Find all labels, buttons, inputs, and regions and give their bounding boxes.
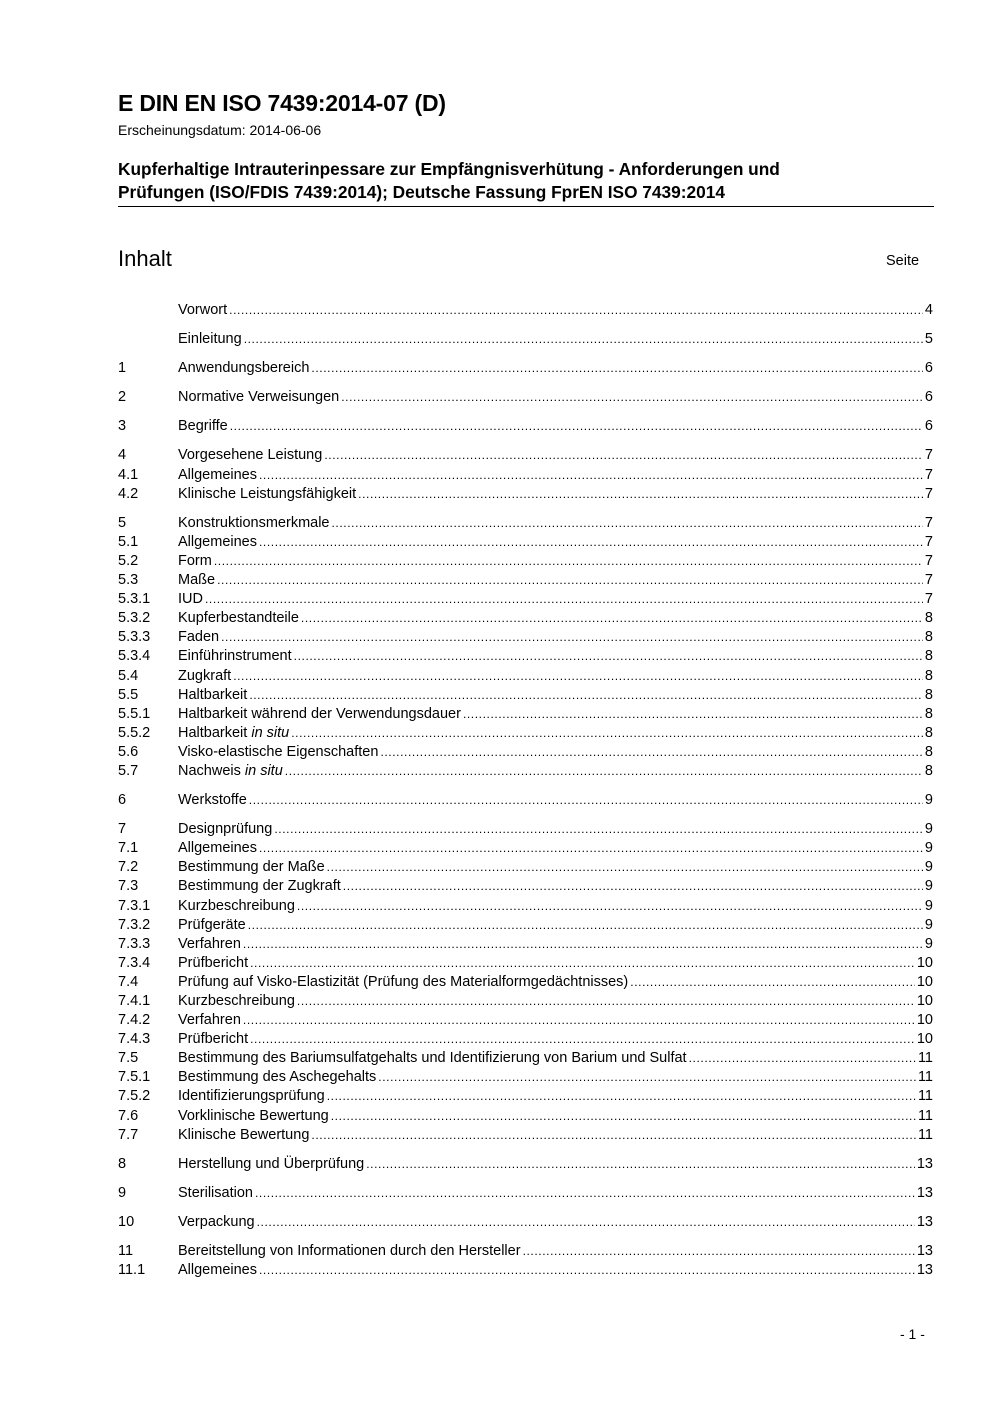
toc-heading: Inhalt: [118, 246, 172, 271]
toc-entry-number: 4.1: [118, 466, 139, 483]
toc-entry-title-text: Vorklinische Bewertung: [178, 1107, 329, 1124]
toc-dot-leader: [366, 1155, 915, 1174]
toc-entry-title-text: Allgemeines: [178, 840, 257, 857]
toc-group: [118, 301, 933, 320]
toc-entry-title: [178, 609, 299, 628]
toc-entry-number: 9: [118, 1184, 127, 1201]
toc-dot-leader: [311, 1126, 916, 1145]
toc-entry-page: 7: [924, 533, 933, 550]
toc-entry[interactable]: [118, 647, 933, 666]
toc-entry[interactable]: [118, 330, 933, 349]
toc-entry-title-text: Zugkraft: [178, 667, 232, 684]
toc-entry-title-text: Werkstoffe: [178, 792, 247, 809]
toc-dot-leader: [259, 1261, 915, 1280]
toc-entry-title: [178, 916, 246, 935]
toc-entry-title-text: Kupferbestandteile: [178, 610, 299, 627]
toc-entry[interactable]: [118, 552, 933, 571]
toc-entry[interactable]: [118, 858, 933, 877]
toc-dot-leader: [380, 743, 922, 762]
toc-entry-page: 13: [916, 1213, 933, 1230]
toc-entry-title-text: Klinische Bewertung: [178, 1126, 310, 1143]
toc-entry-title: [178, 359, 309, 378]
toc-entry-number: 7.4: [118, 973, 139, 990]
toc-entry-number: 5.5.2: [118, 724, 151, 741]
toc-entry-number: 2: [118, 389, 127, 406]
toc-entry[interactable]: [118, 667, 933, 686]
toc-group: [118, 1184, 933, 1203]
toc-entry-title-text: Einführinstrument: [178, 648, 292, 665]
toc-entry-title: [178, 647, 292, 666]
toc-entry-number: 11.1: [118, 1262, 146, 1279]
toc-entry-page: 7: [924, 466, 933, 483]
toc-dot-leader: [297, 897, 923, 916]
toc-entry[interactable]: [118, 724, 933, 743]
toc-entry[interactable]: [118, 590, 933, 609]
toc-dot-leader: [463, 705, 923, 724]
toc-group: [118, 330, 933, 349]
toc-entry-page: 10: [916, 973, 933, 990]
toc-entry-number: 5.3.1: [118, 591, 151, 608]
toc-entry-page: 7: [924, 572, 933, 589]
toc-entry-page: 7: [924, 447, 933, 464]
toc-group: [118, 359, 933, 378]
toc-entry-title-text: Visko-elastische Eigenschaften: [178, 743, 379, 760]
toc-entry[interactable]: [118, 705, 933, 724]
toc-dot-leader: [358, 485, 923, 504]
toc-entry-title-text: Prüfbericht: [178, 954, 249, 971]
toc-entry-page: 11: [917, 1088, 933, 1105]
toc-entry[interactable]: [118, 485, 933, 504]
toc-dot-leader: [274, 820, 923, 839]
toc-entry-title-text: Haltbarkeit: [178, 724, 252, 741]
toc-entry-page: 8: [924, 610, 933, 627]
toc-entry[interactable]: [118, 897, 933, 916]
toc-dot-leader: [257, 1213, 915, 1232]
toc-entry[interactable]: [118, 571, 933, 590]
toc-entry-title-text: Designprüfung: [178, 821, 273, 838]
toc-entry[interactable]: [118, 1213, 933, 1232]
toc-dot-leader: [259, 839, 923, 858]
toc-dot-leader: [233, 667, 923, 686]
toc-entry[interactable]: [118, 1184, 933, 1203]
toc-entry-title-text: Klinische Leistungsfähigkeit: [178, 485, 357, 502]
toc-dot-leader: [243, 1011, 915, 1030]
toc-entry-title: [178, 935, 241, 954]
toc-entry-page: 9: [924, 935, 933, 952]
toc-entry-title-text: Maße: [178, 572, 216, 589]
toc-entry-title: [178, 590, 203, 609]
toc-dot-leader: [249, 686, 923, 705]
toc-group: [118, 388, 933, 407]
toc-entry-title-text: Bereitstellung von Informationen durch den Hersteller: [178, 1243, 521, 1260]
toc-entry-page: 9: [924, 878, 933, 895]
toc-entry-title-text: Faden: [178, 629, 220, 646]
toc-entry-page: 8: [924, 648, 933, 665]
toc-entry-number: 5.2: [118, 552, 139, 569]
toc-dot-leader: [249, 791, 923, 810]
toc-dot-leader: [343, 877, 923, 896]
toc-entry-title: [178, 514, 330, 533]
toc-entry[interactable]: [118, 1107, 933, 1126]
toc-entry-page: 7: [924, 514, 933, 531]
toc-entry-title-italic: in situ: [251, 724, 290, 741]
toc-entry-title: [178, 877, 341, 896]
toc-entry[interactable]: [118, 686, 933, 705]
toc-entry-title: [178, 417, 228, 436]
toc-entry-number: 4.2: [118, 485, 139, 502]
toc-entry-title-text: Haltbarkeit während der Verwendungsdauer: [178, 705, 461, 722]
toc-entry-title-text: Bestimmung der Maße: [178, 859, 325, 876]
toc-entry-page: 4: [924, 302, 933, 318]
toc-entry-page: 13: [916, 1184, 933, 1201]
toc-dot-leader: [250, 954, 915, 973]
toc-entry-page: 10: [916, 993, 933, 1009]
toc-entry-title-text: IUD: [178, 591, 203, 608]
toc-entry-title: [178, 1068, 376, 1087]
toc-entry[interactable]: [118, 514, 933, 533]
toc-entry-title: [178, 1030, 248, 1049]
toc-entry-title: [178, 1049, 687, 1068]
toc-entry-title-text: Allgemeines: [178, 466, 257, 483]
toc-entry-number: 7.3: [118, 878, 139, 895]
toc-entry-page: 7: [924, 485, 933, 502]
toc-dot-leader: [259, 533, 923, 552]
toc-entry-number: 5.3.3: [118, 629, 151, 646]
toc-entry-title: [178, 552, 212, 571]
toc-entry-page: 9: [924, 840, 933, 857]
toc-entry-number: 5.7: [118, 762, 139, 779]
toc-entry-title: [178, 301, 227, 320]
toc-entry-page: 9: [924, 897, 933, 914]
toc-entry-title-text: Prüfgeräte: [178, 916, 246, 933]
toc-entry-title-text: Allgemeines: [178, 533, 257, 550]
toc-group: [118, 791, 933, 810]
toc-entry-page: 10: [916, 1031, 933, 1048]
toc-group: [118, 514, 933, 781]
toc-entry[interactable]: [118, 417, 933, 436]
toc-entry[interactable]: [118, 791, 933, 810]
toc-entry-number: 5.5: [118, 686, 139, 703]
toc-entry-title: [178, 533, 257, 552]
toc-entry-title-text: Prüfung auf Visko-Elastizität (Prüfung des Materialformgedächtnisses): [178, 973, 629, 990]
toc-entry-number: 7.3.2: [118, 916, 151, 933]
toc-dot-leader: [230, 417, 923, 436]
toc-entry-number: 5.5.1: [118, 705, 151, 722]
table-of-contents: [118, 301, 933, 1280]
toc-entry-number: 7.4.3: [118, 1031, 151, 1048]
toc-entry-page: 10: [916, 954, 933, 971]
toc-entry-title-text: Vorwort: [178, 302, 228, 318]
toc-entry[interactable]: [118, 1011, 933, 1030]
toc-entry[interactable]: [118, 446, 933, 465]
toc-entry-number: 11: [118, 1243, 134, 1260]
toc-entry-page: 6: [924, 360, 933, 377]
toc-entry-title-text: Nachweis: [178, 762, 245, 779]
toc-entry-title-text: Herstellung und Überprüfung: [178, 1155, 365, 1172]
document-title: [118, 158, 938, 204]
toc-dot-leader: [250, 1030, 915, 1049]
publication-date: Erscheinungsdatum: 2014-06-06: [118, 122, 322, 138]
toc-entry-number: 7.5.1: [118, 1069, 151, 1086]
toc-entry-title-text: Bestimmung des Aschegehalts: [178, 1069, 377, 1086]
toc-entry-title-text: Allgemeines: [178, 1262, 257, 1279]
document-title-line-2: Prüfungen (ISO/FDIS 7439:2014); Deutsche Fassung FprEN ISO 7439:2014: [118, 182, 725, 202]
toc-entry-page: 7: [924, 552, 933, 569]
toc-entry-page: 13: [916, 1155, 933, 1172]
toc-entry-title: [178, 992, 295, 1011]
toc-entry[interactable]: [118, 533, 933, 552]
toc-entry-number: 7.4.2: [118, 1012, 151, 1029]
toc-entry-title: [178, 466, 257, 485]
toc-entry-title: [178, 686, 247, 705]
toc-entry-title-text: Kurzbeschreibung: [178, 993, 295, 1009]
title-divider: [118, 206, 934, 207]
toc-entry[interactable]: [118, 877, 933, 896]
document-id: E DIN EN ISO 7439:2014-07 (D): [118, 90, 446, 116]
toc-entry[interactable]: [118, 1126, 933, 1145]
toc-entry[interactable]: [118, 388, 933, 407]
toc-entry-title: [178, 839, 257, 858]
toc-entry-title-text: Einleitung: [178, 331, 242, 348]
toc-dot-leader: [311, 359, 923, 378]
toc-entry-title-text: Bestimmung des Bariumsulfatgehalts und Identifizierung von Barium und Sulfat: [178, 1050, 687, 1067]
toc-entry[interactable]: [118, 973, 933, 992]
toc-entry-number: 7.3.3: [118, 935, 151, 952]
toc-dot-leader: [297, 992, 915, 1011]
toc-dot-leader: [327, 858, 923, 877]
toc-entry[interactable]: [118, 1087, 933, 1106]
toc-entry-title-text: Form: [178, 552, 212, 569]
toc-entry-title-text: Prüfbericht: [178, 1031, 249, 1048]
toc-entry-number: 5.3: [118, 572, 139, 589]
toc-entry[interactable]: [118, 992, 933, 1011]
toc-entry-number: 7: [118, 821, 127, 838]
toc-entry[interactable]: [118, 609, 933, 628]
toc-entry-page: 6: [924, 389, 933, 406]
toc-entry-title-text: Identifizierungsprüfung: [178, 1088, 325, 1105]
toc-entry[interactable]: [118, 1155, 933, 1174]
toc-entry-number: 8: [118, 1155, 127, 1172]
toc-entry-number: 3: [118, 418, 127, 435]
toc-dot-leader: [244, 330, 923, 349]
toc-entry-number: 7.4.1: [118, 993, 151, 1009]
toc-entry-number: 5: [118, 514, 127, 531]
toc-entry[interactable]: [118, 1261, 933, 1280]
toc-entry-title: [178, 1213, 255, 1232]
toc-entry[interactable]: [118, 1030, 933, 1049]
toc-entry-number: 5.6: [118, 743, 139, 760]
toc-entry-page: 8: [924, 686, 933, 703]
toc-entry-number: 7.1: [118, 840, 139, 857]
toc-entry-number: 7.7: [118, 1126, 139, 1143]
toc-dot-leader: [630, 973, 915, 992]
toc-entry-page: 5: [924, 331, 933, 348]
toc-dot-leader: [291, 724, 923, 743]
toc-entry-page: 7: [924, 591, 933, 608]
toc-entry-title-text: Verfahren: [178, 935, 241, 952]
toc-entry-title: [178, 762, 283, 781]
toc-entry-page: 8: [924, 743, 933, 760]
toc-entry-page: 11: [917, 1126, 933, 1143]
toc-entry-title: [178, 1242, 521, 1261]
toc-entry[interactable]: [118, 466, 933, 485]
toc-entry-page: 11: [917, 1050, 933, 1067]
toc-entry[interactable]: [118, 762, 933, 781]
toc-dot-leader: [221, 628, 923, 647]
toc-entry-page: 13: [916, 1243, 933, 1260]
toc-entry-title: [178, 388, 339, 407]
toc-entry-page: 11: [917, 1069, 933, 1086]
toc-entry-title: [178, 1087, 325, 1106]
toc-group: [118, 1213, 933, 1232]
toc-entry-title: [178, 1261, 257, 1280]
toc-entry-title: [178, 667, 231, 686]
toc-entry-title: [178, 330, 242, 349]
toc-entry-page: 8: [924, 762, 933, 779]
toc-entry-number: 10: [118, 1213, 135, 1230]
toc-entry-number: 7.6: [118, 1107, 139, 1124]
toc-entry-title-text: Kurzbeschreibung: [178, 897, 295, 914]
toc-group: [118, 820, 933, 1145]
toc-dot-leader: [248, 916, 923, 935]
toc-entry-page: 8: [924, 705, 933, 722]
toc-dot-leader: [689, 1049, 916, 1068]
toc-dot-leader: [301, 609, 923, 628]
toc-entry-title-text: Verpackung: [178, 1213, 255, 1230]
toc-entry-page: 6: [924, 418, 933, 435]
toc-entry-title: [178, 1107, 329, 1126]
toc-entry-page: 8: [924, 667, 933, 684]
toc-entry-page: 9: [924, 821, 933, 838]
toc-dot-leader: [259, 466, 923, 485]
toc-entry-title-italic: in situ: [244, 762, 283, 779]
toc-entry-title: [178, 820, 272, 839]
toc-entry-title: [178, 724, 289, 743]
toc-entry-title: [178, 1184, 253, 1203]
toc-entry-title: [178, 485, 356, 504]
toc-entry-number: 4: [118, 447, 127, 464]
toc-entry-number: 7.3.1: [118, 897, 151, 914]
toc-entry[interactable]: [118, 1068, 933, 1087]
toc-dot-leader: [324, 446, 923, 465]
toc-page-column-label: Seite: [886, 253, 920, 269]
toc-entry-number: 5.4: [118, 667, 139, 684]
toc-entry[interactable]: [118, 1049, 933, 1068]
toc-entry-page: 10: [916, 1012, 933, 1029]
toc-entry-title: [178, 628, 219, 647]
toc-group: [118, 417, 933, 436]
toc-dot-leader: [331, 1107, 916, 1126]
toc-entry-title-text: Haltbarkeit: [178, 686, 248, 703]
page-number: - 1 -: [900, 1326, 925, 1342]
toc-entry-number: 7.5: [118, 1050, 139, 1067]
toc-entry-page: 9: [924, 859, 933, 876]
toc-group: [118, 1155, 933, 1174]
toc-entry-page: 9: [924, 916, 933, 933]
toc-entry-title: [178, 791, 247, 810]
toc-entry[interactable]: [118, 359, 933, 378]
toc-entry[interactable]: [118, 820, 933, 839]
toc-dot-leader: [378, 1068, 916, 1087]
toc-dot-leader: [205, 590, 923, 609]
toc-entry-title-text: Vorgesehene Leistung: [178, 447, 323, 464]
toc-entry[interactable]: [118, 839, 933, 858]
toc-entry-title: [178, 858, 325, 877]
toc-entry-number: 5.1: [118, 533, 139, 550]
toc-entry-page: 11: [917, 1107, 933, 1124]
toc-entry-number: 5.3.2: [118, 610, 151, 627]
toc-dot-leader: [327, 1087, 916, 1106]
toc-entry-title: [178, 1126, 309, 1145]
toc-entry-title-text: Bestimmung der Zugkraft: [178, 878, 341, 895]
toc-entry-title: [178, 973, 628, 992]
toc-dot-leader: [341, 388, 923, 407]
toc-dot-leader: [255, 1184, 915, 1203]
toc-entry[interactable]: [118, 1242, 933, 1261]
toc-entry-number: 7.5.2: [118, 1088, 151, 1105]
toc-dot-leader: [243, 935, 923, 954]
toc-dot-leader: [214, 552, 923, 571]
document-title-line-1: Kupferhaltige Intrauterinpessare zur Empfängnisverhütung - Anforderungen und: [118, 159, 780, 179]
toc-entry-title-text: Anwendungsbereich: [178, 360, 310, 377]
toc-entry-page: 9: [924, 792, 933, 809]
toc-entry-title-text: Normative Verweisungen: [178, 389, 340, 406]
toc-dot-leader: [332, 514, 923, 533]
toc-dot-leader: [285, 762, 923, 781]
toc-entry-title: [178, 954, 248, 973]
toc-entry-title: [178, 571, 215, 590]
toc-entry-page: 13: [916, 1262, 933, 1279]
toc-entry[interactable]: [118, 954, 933, 973]
toc-group: [118, 446, 933, 503]
toc-entry-title-text: Begriffe: [178, 418, 228, 435]
toc-entry-number: 5.3.4: [118, 648, 151, 665]
toc-entry-title-text: Verfahren: [178, 1012, 241, 1029]
toc-entry-title-text: Sterilisation: [178, 1184, 253, 1201]
toc-entry[interactable]: [118, 628, 933, 647]
toc-dot-leader: [294, 647, 923, 666]
toc-dot-leader: [229, 301, 923, 320]
toc-entry-number: 7.3.4: [118, 954, 151, 971]
toc-entry[interactable]: [118, 301, 933, 320]
toc-entry-title-text: Konstruktionsmerkmale: [178, 514, 330, 531]
toc-entry-number: 1: [118, 360, 127, 377]
toc-entry-title: [178, 446, 322, 465]
toc-dot-leader: [523, 1242, 915, 1261]
toc-entry-title: [178, 897, 295, 916]
toc-entry[interactable]: [118, 935, 933, 954]
toc-entry[interactable]: [118, 916, 933, 935]
toc-dot-leader: [217, 571, 923, 590]
toc-entry-number: 6: [118, 792, 127, 809]
toc-entry-number: 7.2: [118, 859, 139, 876]
toc-entry-title: [178, 1011, 241, 1030]
toc-group: [118, 1242, 933, 1280]
toc-entry-title: [178, 1155, 364, 1174]
toc-entry-title: [178, 743, 378, 762]
toc-entry-page: 8: [924, 629, 933, 646]
toc-entry-title: [178, 705, 461, 724]
toc-entry-page: 8: [924, 724, 933, 741]
toc-entry[interactable]: [118, 743, 933, 762]
